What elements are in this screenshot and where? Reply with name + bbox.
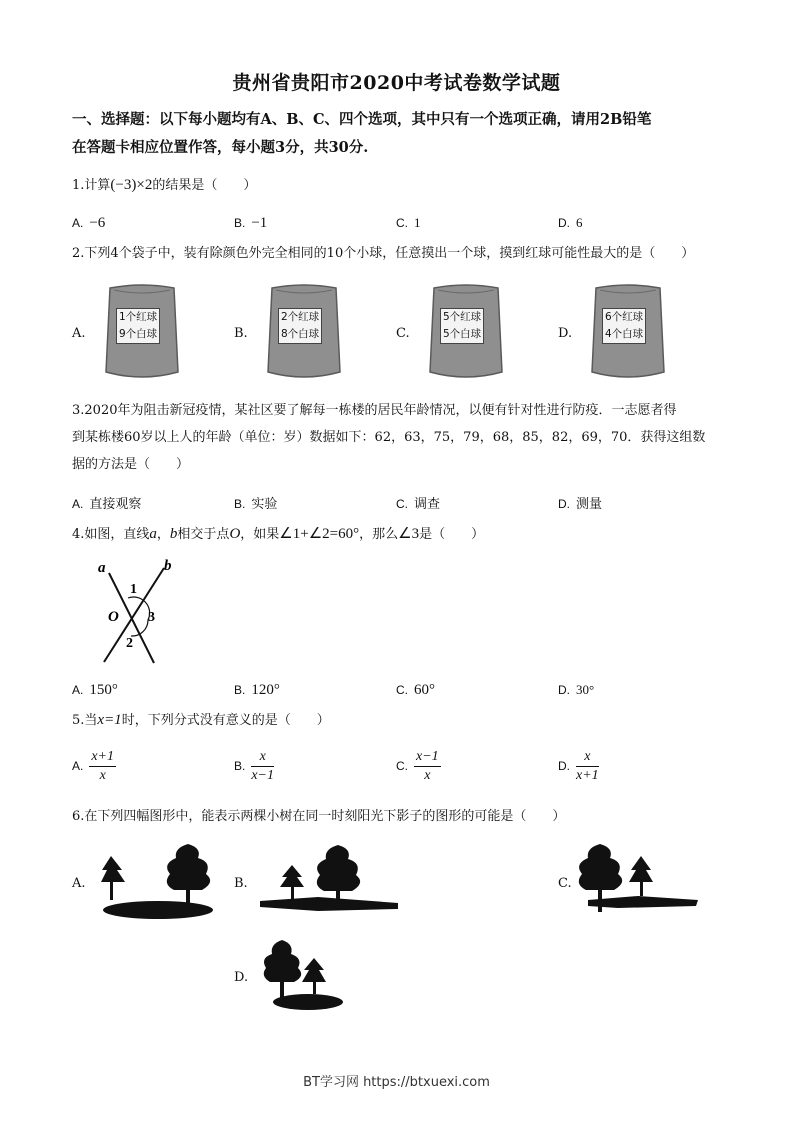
q6-figure-b — [258, 845, 403, 917]
question-5: 5.当x=1时，下列分式没有意义的是（ ） — [72, 712, 330, 728]
question-3 — [72, 397, 722, 478]
q5-option-d[interactable]: D. $\frac{x}{x+1}$ — [558, 749, 599, 783]
fig-label-o: O — [108, 609, 119, 625]
q2-bag-c — [426, 282, 506, 386]
q6-option-b-label[interactable]: B. — [234, 876, 248, 891]
fig-label-a: a — [98, 560, 106, 576]
q5-option-c[interactable]: C. $\frac{x-1}{x}$ — [396, 749, 439, 783]
q4-option-b[interactable]: B. 120° — [234, 682, 280, 698]
q3-line2: 到某栋楼60岁以上人的年龄（单位：岁）数据如下：62，63，75，79，68，85，82，69，70．获得这组数 — [72, 430, 706, 445]
q3-line3: 据的方法是（ ） — [72, 457, 190, 472]
q4-option-a[interactable]: A. 150° — [72, 682, 118, 698]
q6-option-d-label[interactable]: D. — [234, 970, 249, 985]
q6-figure-c — [578, 842, 703, 920]
q2-bag-a — [102, 282, 182, 386]
q2-option-b-label[interactable]: B. — [234, 326, 248, 341]
fraction: $\frac{x}{x-1}$ — [251, 749, 275, 783]
q1-option-c[interactable]: C. 1 — [396, 215, 421, 230]
section-heading-line2: 在答题卡相应位置作答，每小题3分，共30分. — [72, 139, 369, 156]
q3-option-c[interactable]: C. 调查 — [396, 497, 441, 512]
fraction: $\frac{x}{x+1}$ — [576, 749, 599, 783]
page-title: 贵州省贵阳市2020中考试卷数学试题 — [232, 72, 561, 94]
fig-label-3: 3 — [148, 610, 155, 625]
question-6: 6.在下列四幅图形中，能表示两棵小树在同一时刻阳光下影子的图形的可能是（ ） — [72, 809, 566, 824]
q5-option-a[interactable]: A. $\frac{x+1}{x}$ — [72, 749, 115, 783]
question-2: 2.下列4个袋子中，装有除颜色外完全相同的10个小球，任意摸出一个球，摸到红球可能性最大的是（ ） — [72, 246, 695, 261]
q6-figure-d — [258, 938, 348, 1018]
q1-option-d[interactable]: D. 6 — [558, 215, 583, 230]
q2-bag-b — [264, 282, 344, 386]
bag-b-text: 2个红球 8个白球 — [278, 308, 322, 344]
bag-a-text: 1个红球 9个白球 — [116, 308, 160, 344]
q1-prefix: 1.计算 — [72, 178, 111, 193]
q6-figure-a — [98, 842, 223, 922]
section-heading-line1: 一、选择题：以下每小题均有A、B、C、四个选项，其中只有一个选项正确，请用2B铅笔 — [72, 111, 652, 128]
q1-option-a[interactable]: A. −6 — [72, 215, 106, 231]
question-1 — [72, 172, 722, 199]
q1-suffix: 的结果是（ ） — [152, 178, 257, 193]
q3-line1: 3.2020年为阻击新冠疫情，某社区要了解每一栋楼的居民年龄情况，以便有针对性进行防疫．一志愿者得 — [72, 403, 677, 418]
q3-option-d[interactable]: D. 测量 — [558, 497, 603, 512]
section-heading — [72, 106, 722, 162]
q4-option-d[interactable]: D. 30° — [558, 682, 595, 697]
bag-c-text: 5个红球 5个白球 — [440, 308, 484, 344]
q1-expression: (−3)×2 — [110, 177, 153, 193]
q2-option-a-label[interactable]: A. — [72, 326, 86, 341]
q3-option-a[interactable]: A. 直接观察 — [72, 497, 142, 512]
fig-label-2: 2 — [126, 636, 133, 651]
q6-option-c-label[interactable]: C. — [558, 876, 572, 891]
q4-angle-figure — [92, 558, 182, 668]
fig-label-b: b — [164, 558, 172, 574]
fig-label-1: 1 — [130, 582, 137, 597]
question-4: 4.如图，直线a，b相交于点O，如果∠1+∠2=60°，那么∠3是（ ） — [72, 526, 485, 542]
q2-bag-d — [588, 282, 668, 386]
q3-option-b[interactable]: B. 实验 — [234, 497, 278, 512]
q5-option-b[interactable]: B. $\frac{x}{x-1}$ — [234, 749, 275, 783]
q1-option-b[interactable]: B. −1 — [234, 215, 268, 231]
footer-watermark: BT学习网 https://btxuexi.com — [303, 1075, 490, 1090]
fraction: $\frac{x+1}{x}$ — [91, 749, 115, 783]
q4-option-c[interactable]: C. 60° — [396, 682, 435, 698]
fraction: $\frac{x-1}{x}$ — [416, 749, 439, 783]
q2-option-c-label[interactable]: C. — [396, 326, 410, 341]
bag-d-text: 6个红球 4个白球 — [602, 308, 646, 344]
q2-option-d-label[interactable]: D. — [558, 326, 573, 341]
q6-option-a-label[interactable]: A. — [72, 876, 86, 891]
